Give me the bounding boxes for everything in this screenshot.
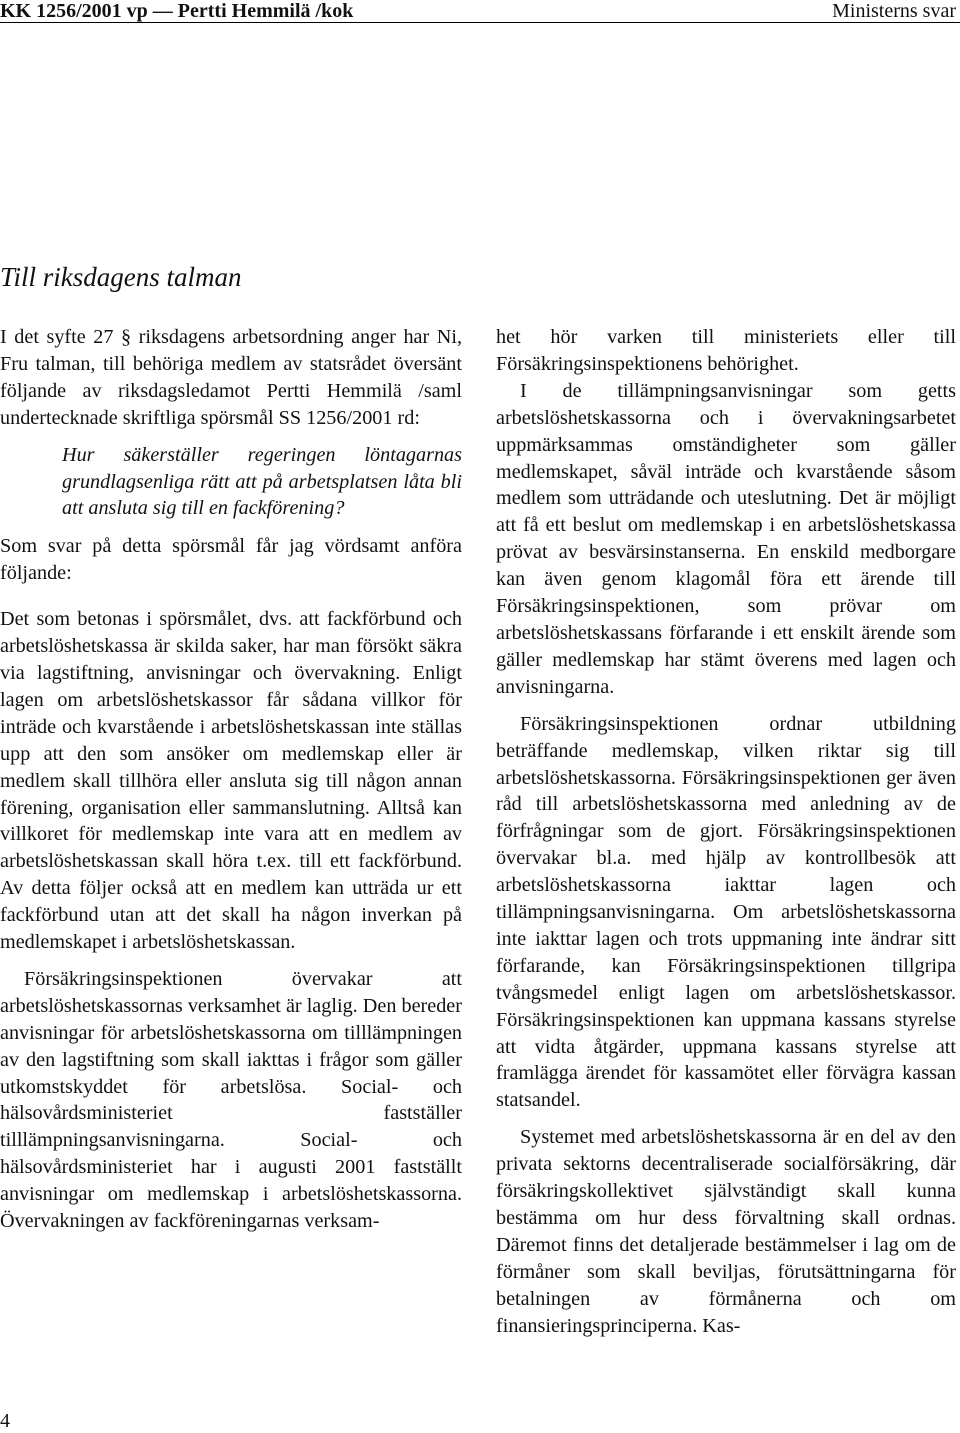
body-paragraph: I de tillämpningsanvisningar som getts arbetslöshetskassorna och i övervakningsarbetet uppmärksammas omständigheter som gäller medlemskapet, såväl inträde och kvarstående såsom medlem som utträdande och uteslutning. Det är möjligt att få ett beslut om medlemskap i en arbetslöshetskassa prövat av besvärsinstanserna. En enskild medborgare kan även genom klagomål föra ett ärende till Försäkringsinspektionen, som prövar om arbetslöshetskassans förfarande i ett enskilt ärende som gäller medlemskap har stämt överens med lagen och anvisningarna. <box>496 379 956 698</box>
body-paragraph: Det som betonas i spörsmålet, dvs. att fackförbund och arbetslöshetskassa är skilda saker, har man försökt säkra via lagstiftning, anvisningar och övervakning. Enligt lagen om arbetslöshetskassor får sådana villkor för inträde och kvarstående i arbetslöshetskassan inte ställas upp att den som ansöker om medlemskap eller är medlem skall tillhöra eller ansluta sig till någon annan förening, organisation eller sammanslutning. Alltså kan villkoret för medlemskap inte vara att en medlem av arbetslöshetskassan skall höra t.ex. till ett fackförbund. Av detta följer också att en medlem kan utträda ur ett fackförbund utan att det skall ha någon inverkan på medlemskapet i arbetslöshetskassan. <box>0 608 462 954</box>
body-paragraph: het hör varken till ministeriets eller till Försäkringsinspektionens behörighet. <box>496 326 956 375</box>
running-header-section: Ministerns svar <box>832 0 956 22</box>
body-paragraph: Försäkringsinspektionen övervakar att arbetslöshetskassornas verksamhet är laglig. Den bereder anvisningar för arbetslöshetskassorna om tilllämpningen av den lagstiftning som skall iakttas i frågor som gäller utkomstskyddet för arbetslösa. Social- och hälsovårdsministeriet fastställer tilllämpningsanvisningarna. Social- och hälsovårdsministeriet har i augusti 2001 fastställt anvisningar om medlemskap i arbetslöshetskassorna. Övervakningen av fackföreningarnas verksam- <box>0 967 462 1233</box>
left-column <box>0 324 462 1235</box>
body-paragraph: Systemet med arbetslöshetskassorna är en del av den privata sektorns decentraliserade socialförsäkring, där försäkringskollektivet självständigt skall kunna bestämma om hur dess förvaltning skall ordnas. Däremot finns det detaljerade bestämmelser i lag om de förmåner som skall beviljas, förutsättningarna för betalningen av förmånerna och om finansieringsprinciperna. Kas- <box>496 1126 956 1337</box>
answer-intro: Som svar på detta spörsmål får jag vördsamt anföra följande: <box>0 535 462 585</box>
body-paragraph: Försäkringsinspektionen ordnar utbildning beträffande medlemskap, vilken riktar sig till arbetslöshetskassorna. Försäkringsinspektionen ger även råd till arbetslöshetskassorna med anledning av de förfrågningar som de gjort. Försäkringsinspektionen övervakar bl.a. med hjälp av kontrollbesök att arbetslöshetskassorna iakttar lagen och tillämpningsanvisningarna. Om arbetslöshetskassorna inte iakttar lagen och trots uppmaning inte ändrar sitt förfarande, kan Försäkringsinspektionen tillgripa tvångsmedel enligt lagen om arbetslöshetskassor. Försäkringsinspektionen kan uppmana kassans styrelse att vidta åtgärder, uppmana kassans styrelse att framlägga ärendet för kassamötet eller förvägra kassan statsandel. <box>496 712 956 1112</box>
right-column <box>496 324 956 1340</box>
page-number: 4 <box>0 1410 10 1432</box>
intro-paragraph: I det syfte 27 § riksdagens arbetsordning anger har Ni, Fru talman, till behöriga medlem av statsrådet översänt följande av riksdagsledamot Pertti Hemmilä /saml undertecknade skriftliga spörsmål SS 1256/2001 rd: <box>0 326 462 429</box>
page-heading: Till riksdagens talman <box>0 262 242 292</box>
question-text: Hur säkerställer regeringen löntagarnas grundlagsenliga rätt att på arbetsplatsen låta bli att ansluta sig till en fackförening? <box>62 443 462 520</box>
running-header-title: KK 1256/2001 vp — Pertti Hemmilä /kok <box>0 0 354 22</box>
header-divider <box>0 22 960 23</box>
